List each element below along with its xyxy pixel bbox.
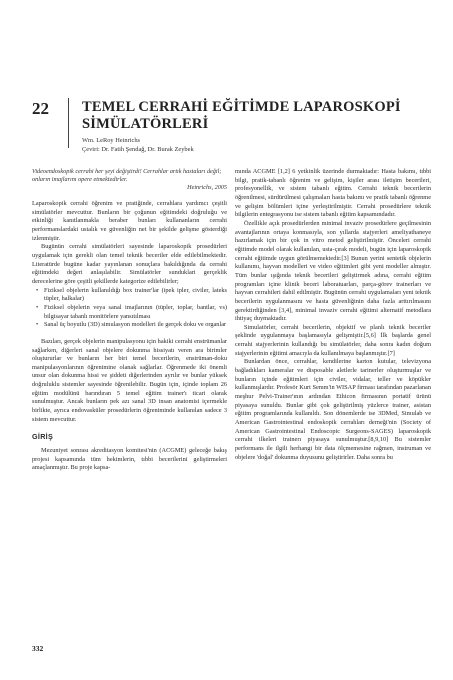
author-block xyxy=(82,137,194,154)
right-column xyxy=(235,168,431,462)
translators: Çeviri: Dr. Fatih Şendağ, Dr. Burak Zeybek xyxy=(82,145,194,153)
paragraph: Mezuniyet sonrası akreditasyon komitesi'nin (ACGME) geleceğe bakış projesi kapsamında tüm hekimlerin, tıbbi becerilerini geliştirmeleri amaçlanmıştır. Bu proje kapsa- xyxy=(32,447,227,472)
paragraph: Özellikle açık prosedürlerden minimal invaziv prosedürlere geçilmesinin avantajlarının ortaya konmasıyla, son yıllarda stajyerleri ameliyathaneye hazırlamak için bir çok in vitro metod geliştirilmiştir. Önceleri cerrahi eğitimde model olarak kullanılan, usta-çırak modeli, bugün için laparoskopik cerrahi eğitimde uygun görülmemektedir.[3] Bunun yerini sentetik objelerin kullanımı, hayvan modelleri ve video eğitimleri gibi yeni modeller almıştır. Tüm bunlar ışığında teknik becerileri geliştirmek adına, cerrahi eğitim programları içine klinik beceri laboratuarları, parça-görev trainerları ve hayvan cerrahileri dahil edilmiştir. Bugünün cerrahi uygulamaları yeni teknik becerilerin uygulanmasını ve hasta güvenliğinin daha fazla arttırılmasını gerektirdiğinden [3,4], minimal invaziv cerrahi eğitimi alternatif metodlara ihtiyaç duymaktadır. xyxy=(235,219,431,323)
paragraph: Bugünün cerrahi simülatörleri sayesinde laparoskopik prosedürleri uygulamak için gerekli olan temel teknik beceriler elde edilebilmektedir. Literatürde bugüne kadar yayınlanan sonuçlara bakıldığında da cerrahi eğitimdeki değeri anlaşılabilir. Simülatörler sunduklari gerçeklik derecelerine göre çeşitli şekillerde kategorize edilebilirler; xyxy=(32,243,227,285)
paragraph: mında ACGME [1,2] 6 yetkinlik üzerinde durmaktadır: Hasta bakımı, tıbbi bilgi, pratik-tabanlı öğrenim ve gelişim, kişiler arası iletişim becerileri, profesyonellik, ve sistem tabanlı eğitim. Cerrahi teknik becerilerin öğrenilmesi, sürdürülmesi çalışmaları hasta bakımı ve pratik tabanlı öğrenme ve gelişim bölümleri içine yerleştirilmiştir. Cerrahi prosedürlere teknik bilgilerin entegrasyonu ise sistem tabanlı eğitim kapsamındadır. xyxy=(235,168,431,219)
list-item: • Sanal üç boyutlu (3D) simulasyon modelleri ile gerçek doku ve organlar xyxy=(40,321,227,330)
paragraph: Bazıları, gerçek objelerin manipulasyonu için hakiki cerrahi enstrümanlar sağlarken, diğerleri sanal objelere dokunma hissiyatı veren ara birimler oluştururlar ve bunların her biri temel becerilerin, enstrüman-doku manipulasyonlarının öğrenimine olanak sağlarlar. Öğrenmede iki önemli unsur olan dokunma hissi ve şiddeti diğerlerinden ayrılır ve bunlar yüksek doğruluklu sistemler sayesinde öğrenilebilir. Bugün için, içinde toplam 26 eğitim modülünü barındıran 5 temel eğitim trainer'ı ticari olarak sunulmuştur. Ancak bunların pek azı sanal 3D insan anatomisi içermekle birlikte, ayrıca endovasküler prosedürlerin öğreniminde kullanılan sadece 3 sistem mevcuttur. xyxy=(32,337,227,423)
list-item: • Fiziksel objelerin kullanıldığı box trainer'lar (ipek ipler, civiler, lateks tüpler, halkalar) xyxy=(40,287,227,304)
left-column xyxy=(32,200,227,473)
simulator-category-list xyxy=(32,287,227,330)
chapter-title: TEMEL CERRAHİ EĞİTİMDE LAPAROSKOPİ SİMÜLATÖRLERİ xyxy=(82,99,401,132)
paragraph: Laparoskopik cerrahi öğrenim ve pratiğinde, cerrahlara yardımcı çeşitli simülatörler mevcuttur. Bunların bir çoğunun eğitimdeki doğruluğu ve etkinliği kanıtlanmakla beraber bunları kullananların cerrahi performanslardaki ustalık ve güvenliğin net bir şekilde gelişme gösterdiği izlenmiştir. xyxy=(32,200,227,242)
paragraph: Bunlardan önce, cerrahlar, kendilerine karton kutular, televizyona bağladıkları kameralar ve disposable aletlerle tarinerler oluşturmuşlar ve bunların içinde eğitimleri için civiler, vidalar, teller ve köpükler kullanmışlardır. Profesör Kurt Semm'in WISAP firması tarafından pazarlanan meşhur Pelvi-Trainer'ının ardından Ethicon firmasının portatif ürünü piyasaya sunuldu. Bunlar gibi çok geliştirilmiş yüzlerce trainer, asistan eğitim programlarında kullanıldı. Son dönemlerde ise 3DMed, Simulab ve American Gastrointestinal endoskopik cerrahları derneği'nin (Society of American Gastrointestinal Endoscopic Surgeons-SAGES) laparoskopik cerrahi ilkeleri trainerı piyasaya sunulmuştur.[8,9,10] Bu sistemler performans ile ilgili herhangi bir data ölçmemesine rağmen, instruman ve objelere 'doğal' dokunma duyusunu geliştirirler. Daha sonra bu xyxy=(235,358,431,461)
paragraph: Simulatörler, cerrahi becerilerin, objektif ve planlı teknik beceriler şeklinde uygulanmaya başlamasıyla gelişmiştir.[5,6] İlk başlarda genel cerrahi stajyerlerinin kullandığı bu simülatörler, daha sonra kadın doğum stajyerlerinin eğitimi amacıyla da kullanılmaya başlanmıştır.[7] xyxy=(235,323,431,357)
page-number: 332 xyxy=(32,644,44,653)
list-item: • Fiziksel objelerin veya sanal imajlarının (tüpler, toplar, bantlar, vs) bilgisayar tabanlı monitörlere yansıtılması xyxy=(40,304,227,321)
epigraph-text: Videoendoskopik cerrahi her şeyi değiştirdi! Cerrahlar artık hastaları değil; onların imajlarını opere etmektedirler. xyxy=(32,168,222,183)
chapter-number: 22 xyxy=(32,99,49,118)
author-name: Wm. LeRoy Heinrichs xyxy=(82,137,141,144)
epigraph xyxy=(32,168,227,192)
chapter-divider xyxy=(68,98,69,148)
section-heading: GİRİŞ xyxy=(32,432,54,442)
epigraph-attribution: Heinrichs, 2005 xyxy=(187,184,227,191)
